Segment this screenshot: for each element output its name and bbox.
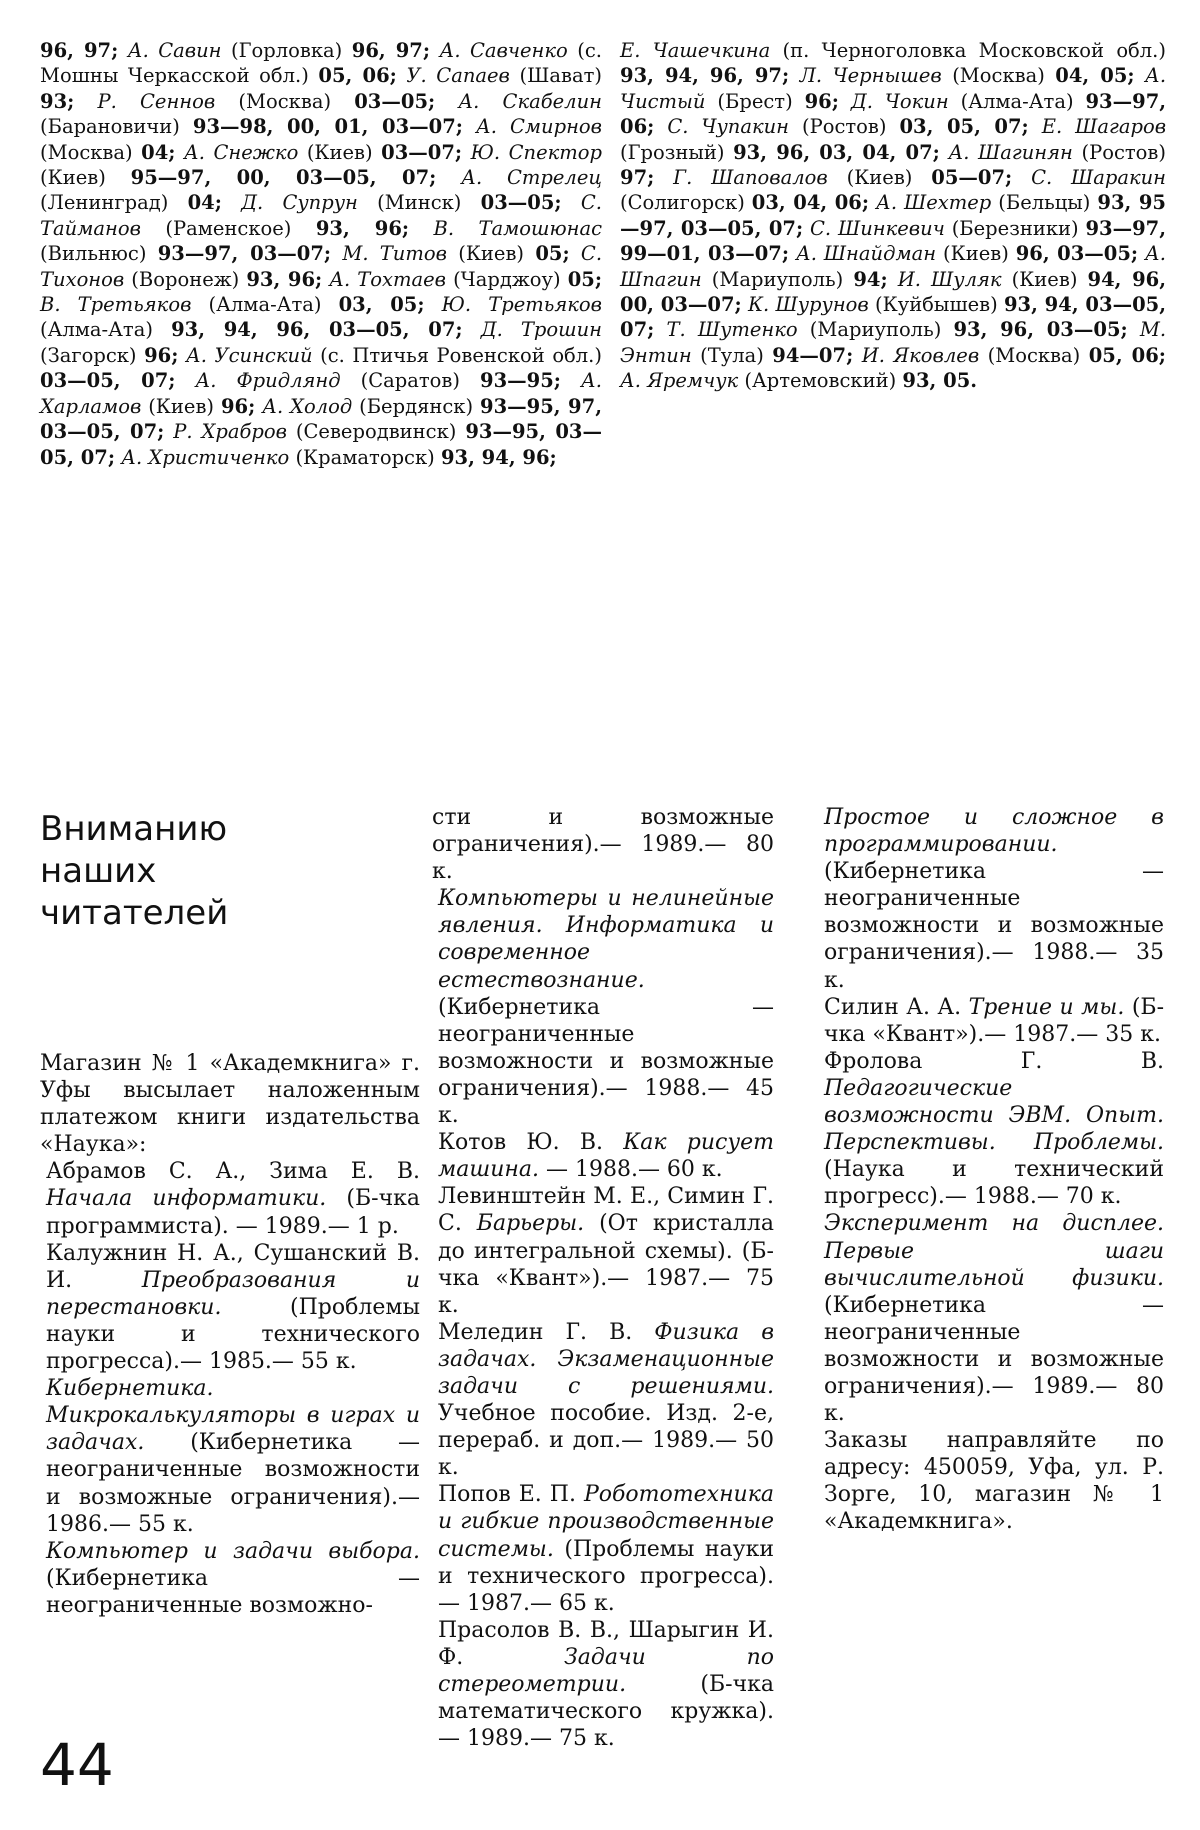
person-name: М. Энтин [620, 318, 1167, 367]
place-name: (п. Черноголовка Московской обл.) [782, 39, 1166, 62]
place-name: (Саратов) [360, 369, 461, 393]
place-name: (Ростов) [801, 115, 887, 139]
person-name: С. Шаракин [1031, 166, 1167, 190]
place-name: (Краматорск) [295, 445, 435, 469]
issue-numbers: 95—97, 00, 03—05, 07; [130, 166, 437, 190]
index-paragraph [620, 38, 1166, 394]
index-entry [98, 90, 436, 113]
place-name: (Воронеж) [131, 267, 240, 291]
book-info: (Проблемы науки и технического прогресса).— 1985.— 55 к. [46, 1294, 420, 1375]
index-entry [796, 242, 1138, 265]
issue-numbers: 93—98, 00, 01, 03—07; [192, 115, 463, 139]
place-name: (Алма-Ата) [208, 293, 322, 317]
book-title: Педагогические возможности ЭВМ. Опыт. Перспективы. Проблемы. [824, 1075, 1164, 1156]
place-name: (Тула) [700, 343, 764, 367]
index-entry [329, 268, 602, 291]
index-entry [184, 141, 462, 164]
issue-numbers: 93—97, 06; [620, 89, 1167, 139]
book-list-middle [432, 804, 774, 1752]
book-entry [40, 1375, 420, 1538]
book-title: Компьютер и задачи выбора. [46, 1538, 420, 1564]
person-name: Л. Чернышев [799, 64, 942, 88]
issue-numbers: 03, 04, 06; [751, 191, 870, 215]
issue-numbers: 93, 94, 03—05, 07; [620, 293, 1166, 342]
person-name: Е. Чашечкина [620, 39, 771, 62]
person-name: А. Харламов [40, 369, 602, 418]
issue-numbers: 93, 94, 96; [440, 445, 557, 469]
index-entry [667, 115, 1028, 138]
index-entry [40, 293, 425, 316]
book-title: Преобразования и перестановки. [46, 1267, 420, 1320]
book-info: (Кибернетика — неограниченные возможно- [46, 1565, 420, 1618]
book-entry [818, 994, 1164, 1048]
place-name: (Киев) [846, 166, 913, 190]
person-name: Р. Сеннов [97, 89, 216, 113]
book-info: (Проблемы науки и технического прогресса).— 1987.— 65 к. [438, 1536, 774, 1616]
index-column-left [40, 38, 602, 470]
book-info: (Кибернетика — неограниченные возможности и возможные ограничения).— 1988.— 35 к. [824, 859, 1164, 993]
place-name: (Ростов) [1081, 140, 1166, 164]
issue-numbers: 03, 05; [338, 293, 425, 317]
person-name: А. Савченко [439, 39, 568, 62]
place-name: (Бельцы) [998, 191, 1091, 215]
book-entry [40, 1240, 420, 1375]
book-info: (Б-чка математического кружка).— 1989.— 75 к. [438, 1672, 774, 1752]
person-name: Д. Чокин [850, 89, 949, 113]
book-author: Фролова Г. В. [824, 1048, 1164, 1074]
place-name: (Бердянск) [359, 394, 474, 418]
index-entry [241, 191, 561, 214]
person-name: К. Шурунов [747, 293, 869, 317]
book-author: Меледин Г. В. [438, 1319, 633, 1345]
place-name: (Москва) [238, 89, 332, 113]
book-entry [432, 1617, 774, 1752]
issue-numbers: 94; [853, 267, 888, 291]
announcement-heading [40, 808, 400, 934]
place-name: (Артемовский) [744, 369, 897, 393]
person-name: А. Шнайдман [795, 242, 937, 266]
person-name: Ю. Спектор [470, 140, 602, 164]
book-title: Эксперимент на дисплее. Первые шаги вычислительной физики. [824, 1211, 1164, 1291]
person-name: С. Тихонов [40, 242, 603, 291]
book-title: Как рисует машина. [438, 1130, 774, 1183]
index-entry [673, 166, 1012, 189]
book-info: (Кибернетика — неограниченные возможности и возможные ограничения).— 1988.— 45 к. [438, 994, 774, 1129]
issue-numbers: 04; [141, 140, 176, 164]
person-name: А. Смирнов [476, 115, 603, 139]
issue-numbers: 03—05; [354, 89, 436, 113]
book-title: Компьютеры и нелинейные явления. Информатика и современное естествознание. [438, 886, 774, 993]
book-list-right [818, 804, 1164, 1536]
book-title: Физика в задачах. Экзаменационные задачи с решениями. [438, 1319, 775, 1399]
issue-numbers: 96, 97; [351, 39, 431, 62]
book-info: Учебное пособие. Изд. 2-е, перераб. и доп.— 1989.— 50 к. [438, 1401, 774, 1481]
person-name: А. Савин [127, 39, 222, 62]
issue-numbers: 03—07; [381, 140, 463, 164]
issue-numbers: 93, 94, 96, 03—05, 07; [171, 318, 463, 342]
place-name: (Киев) [148, 394, 215, 418]
issue-numbers: 96, 97; [40, 39, 119, 62]
place-name: (Киев) [306, 140, 373, 164]
place-name: (Чарджоу) [453, 267, 561, 291]
book-entry [818, 1048, 1164, 1211]
issue-numbers: 04; [187, 191, 222, 215]
book-author: Прасолов В. В., Шарыгин И. Ф. [438, 1617, 774, 1670]
person-name: Р. Храбров [173, 420, 287, 444]
book-info: (Б-чка «Квант»).— 1987.— 35 к. [824, 994, 1165, 1047]
index-entry [666, 318, 1127, 341]
place-name: (Ленинград) [40, 191, 169, 215]
place-name: (Мариуполь) [809, 318, 942, 342]
heading-line: читателей [40, 893, 229, 933]
book-title: Трение и мы. [968, 994, 1125, 1020]
person-name: А. Холод [262, 394, 353, 418]
heading-line: наших [40, 851, 157, 891]
person-name: А. Снежко [183, 140, 299, 164]
index-entry [800, 64, 1135, 87]
place-name: (Барановичи) [40, 115, 180, 139]
person-name: И. Шуляк [897, 267, 1002, 291]
issue-numbers: 96; [144, 343, 179, 367]
person-name: Е. Шагаров [1041, 115, 1167, 139]
index-entry [620, 369, 977, 392]
place-name: (Куйбышев) [875, 293, 998, 317]
issue-numbers: 03—05; [480, 191, 562, 215]
place-name: (Киев) [40, 166, 106, 190]
issue-numbers: 93; [40, 89, 75, 113]
place-name: (Киев) [943, 242, 1009, 266]
index-entry [40, 39, 118, 62]
issue-numbers: 93, 96, 03, 04, 07; [733, 140, 940, 164]
place-name: (Минск) [377, 191, 462, 215]
issue-numbers: 05; [535, 242, 570, 266]
place-name: (Брест) [717, 89, 793, 113]
index-entry [128, 39, 430, 62]
index-entry [121, 446, 556, 469]
issue-numbers: 05, 06; [1088, 343, 1167, 367]
person-name: А. Христиченко [121, 445, 290, 469]
place-name: (Грозный) [620, 140, 725, 164]
place-name: (Шават) [519, 64, 602, 88]
person-name: Г. Шаповалов [673, 166, 828, 190]
book-author: Левинштейн М. Е., Симин Г. С. [438, 1184, 774, 1237]
person-name: Д. Супрун [241, 191, 358, 215]
person-name: М. Титов [342, 242, 447, 266]
place-name: (Киев) [458, 242, 525, 266]
person-name: А. Шехтер [876, 191, 992, 215]
place-name: (Раменское) [165, 216, 292, 240]
person-name: В. Тамошюнас [433, 216, 603, 240]
issue-numbers: 93, 96; [315, 216, 410, 240]
book-author: Попов Е. П. [438, 1482, 576, 1508]
person-name: А. Фридлянд [195, 369, 341, 393]
book-info: (Б-чка программиста). — 1989.— 1 р. [46, 1186, 420, 1239]
book-info: (Наука и технический прогресс).— 1988.— 70 к. [824, 1157, 1164, 1210]
heading-line: Вниманию [40, 809, 228, 849]
book-entry [40, 1538, 420, 1619]
person-name: С. Чупакин [667, 115, 790, 139]
book-title: Начала информатики. [46, 1186, 327, 1212]
book-info: — 1988.— 60 к. [545, 1157, 723, 1183]
book-entry [432, 1319, 774, 1482]
person-name: Т. Шутенко [666, 318, 798, 342]
issue-numbers: 05—07; [931, 166, 1013, 190]
book-author: Калужнин Н. А., Сушанский В. И. [46, 1240, 420, 1293]
book-author: Силин А. А. [824, 994, 962, 1020]
book-info: (Кибернетика — неограниченные возможности и возможные ограничения).— 1989.— 80 к. [824, 1292, 1164, 1427]
person-name: Ю. Третьяков [441, 293, 602, 317]
place-name: (Мариуполь) [711, 267, 844, 291]
book-entry [432, 1481, 774, 1616]
book-list-left [40, 1050, 420, 1619]
intro-text: Магазин № 1 «Академкнига» г. Уфы высылает наложенным платежом книги издательства «Наука»: [40, 1051, 420, 1158]
person-name: А. Скабелин [458, 89, 602, 113]
person-name: А. Шпагин [620, 242, 1166, 291]
book-entry [432, 1183, 774, 1318]
book-title: Барьеры. [476, 1211, 585, 1237]
issue-numbers: 93, 96, 03—05; [953, 318, 1128, 342]
issue-numbers: 96; [220, 394, 256, 418]
orders-text: Заказы направляйте по адресу: 450059, Уфа, ул. Р. Зорге, 10, магазин № 1 «Академкнига». [824, 1428, 1164, 1535]
person-name: У. Сапаев [406, 64, 510, 88]
person-name: А. Тохтаев [329, 267, 447, 291]
issue-numbers: 05; [567, 267, 603, 291]
book-info: (От кристалла до интегральной схемы). (Б-чка «Квант»).— 1987.— 75 к. [438, 1211, 774, 1318]
place-name: (Загорск) [40, 343, 137, 367]
book-title: Кибернетика. Микрокалькуляторы в играх и задачах. [46, 1376, 420, 1456]
issue-numbers: 94—07; [772, 343, 854, 367]
issue-numbers: 04, 05; [1055, 64, 1135, 88]
place-name: (Москва) [40, 140, 133, 164]
book-title: Робототехника и гибкие производственные системы. [438, 1482, 774, 1562]
place-name: (Алма-Ата) [40, 318, 153, 342]
book-entry [818, 804, 1164, 994]
place-name: (с. Птичья Ровенской обл.) [320, 343, 602, 367]
index-column-right [620, 38, 1166, 394]
index-entry [196, 369, 562, 392]
issue-numbers: 96, 03—05; [1015, 242, 1139, 266]
book-entry [40, 1158, 420, 1239]
book-author: Котов Ю. В. [438, 1130, 603, 1156]
person-name: А. Чистый [620, 64, 1167, 113]
index-entry [862, 344, 1166, 367]
place-name: (с. Мошны Черкасской обл.) [40, 39, 602, 88]
place-name: (Алма-Ата) [960, 89, 1074, 113]
place-name: (Вильнюс) [40, 242, 147, 266]
issue-numbers: 93—95, 97, 03—05, 07; [40, 394, 602, 444]
book-entry [818, 1210, 1164, 1427]
issue-numbers: 93, 05. [902, 369, 978, 393]
issue-numbers: 93—95, 03—05, 07; [40, 420, 602, 469]
index-entry [342, 242, 569, 265]
book-entry [432, 885, 774, 1129]
issue-numbers: 03—05, 07; [40, 369, 176, 393]
person-name: А. Усинский [185, 343, 313, 367]
place-name: (Москва) [952, 64, 1045, 88]
issue-numbers: 94, 96, 00, 03—07; [620, 267, 1166, 317]
person-name: В. Третьяков [40, 293, 192, 317]
book-title: Задачи по стереометрии. [438, 1644, 774, 1697]
index-paragraph [40, 38, 602, 470]
place-name: (Киев) [1011, 267, 1078, 291]
person-name: С. Шинкевич [810, 216, 945, 240]
person-name: И. Яковлев [861, 343, 980, 367]
place-name: (Москва) [987, 343, 1081, 367]
issue-numbers: 93—95; [480, 369, 562, 393]
issue-numbers: 93, 96; [246, 267, 323, 291]
book-author: Абрамов С. А., Зима Е. В. [46, 1159, 420, 1185]
book-info: (Кибернетика — неограниченные возможности и возможные ограничения).— 1986.— 55 к. [46, 1430, 421, 1537]
issue-numbers: 93, 94, 96, 97; [620, 64, 790, 88]
issue-numbers: 03, 05, 07; [899, 115, 1029, 139]
person-name: А. Стрелец [461, 166, 602, 190]
place-name: (Северодвинск) [295, 420, 457, 444]
issue-numbers: 05, 06; [318, 64, 397, 88]
person-name: С. Тайманов [40, 191, 602, 240]
page-number: 44 [40, 1731, 114, 1799]
continuation-text: сти и возможные ограничения).— 1989.— 80 к. [432, 805, 774, 885]
issue-numbers: 93—97, 99—01, 03—07; [620, 216, 1167, 266]
place-name: (Березники) [951, 216, 1079, 240]
person-name: А. Шагинян [948, 140, 1073, 164]
book-entry [432, 1129, 774, 1183]
place-name: (Горловка) [231, 39, 343, 62]
issue-numbers: 93—97, 03—07; [157, 242, 332, 266]
issue-numbers: 93, 95—97, 03—05, 07; [620, 191, 1166, 240]
place-name: (Солигорск) [620, 191, 745, 215]
issue-numbers: 97; [620, 166, 655, 190]
book-title: Простое и сложное в программировании. [824, 805, 1164, 858]
issue-numbers: 96; [804, 89, 839, 113]
person-name: Д. Трошин [480, 318, 602, 342]
person-name: А. Яремчук [620, 369, 739, 393]
